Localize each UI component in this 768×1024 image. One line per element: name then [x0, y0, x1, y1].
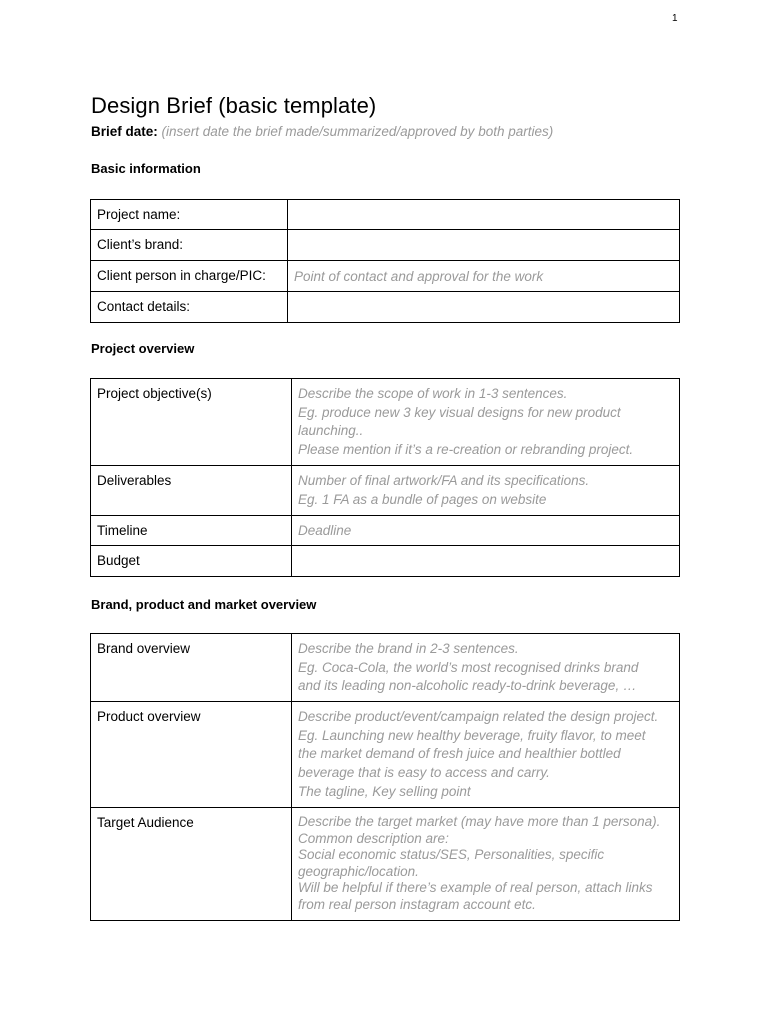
table-row: [91, 546, 680, 577]
row-value: [292, 546, 680, 577]
row-value: [292, 379, 680, 466]
row-value: [292, 634, 680, 702]
row-label: Target Audience: [91, 808, 292, 921]
value-line: Number of final artwork/FA and its specifications.: [298, 473, 590, 488]
section-heading-project-overview: Project overview: [91, 341, 195, 356]
value-line: geographic/location.: [298, 863, 419, 879]
value-line: and its leading non-alcoholic ready-to-drink beverage, …: [298, 678, 637, 694]
row-label: Project objective(s): [91, 379, 292, 466]
table-row: [91, 634, 680, 702]
value-line: Eg. produce new 3 key visual designs for new product: [298, 404, 621, 420]
value-line: Describe the scope of work in 1-3 sentences.: [298, 386, 568, 401]
row-label: Product overview: [91, 702, 292, 808]
table-row: [91, 379, 680, 466]
table-row: [91, 261, 680, 292]
row-value: [292, 808, 680, 921]
table-row: [91, 200, 680, 230]
row-label: Project name:: [91, 200, 288, 230]
row-value: [292, 516, 680, 546]
row-label: Client’s brand:: [91, 230, 288, 261]
value-line: from real person instagram account etc.: [298, 896, 536, 912]
value-line: beverage that is easy to access and carry.: [298, 765, 550, 781]
table-row: [91, 292, 680, 323]
row-label: Timeline: [91, 516, 292, 546]
row-label: Budget: [91, 546, 292, 577]
value-line: Deadline: [298, 523, 352, 538]
brand-product-market-table: [90, 633, 680, 921]
row-value: [288, 200, 680, 230]
brief-date-label: Brief date:: [91, 124, 158, 139]
section-heading-brand-product-market: Brand, product and market overview: [91, 597, 317, 612]
value-line: launching..: [298, 423, 364, 439]
page-number: 1: [672, 13, 678, 24]
table-row: [91, 808, 680, 921]
table-row: [91, 516, 680, 546]
document-title: Design Brief (basic template): [91, 93, 377, 118]
value-line: Please mention if it’s a re-creation or rebranding project.: [298, 442, 634, 458]
row-label: Deliverables: [91, 466, 292, 516]
section-heading-basic-information: Basic information: [91, 161, 201, 176]
table-row: [91, 702, 680, 808]
value-line: Will be helpful if there’s example of real person, attach links: [298, 880, 653, 895]
table-row: [91, 466, 680, 516]
value-line: Social economic status/SES, Personalities, specific: [298, 847, 605, 862]
value-line: The tagline, Key selling point: [298, 783, 471, 799]
value-line: Common description are:: [298, 830, 449, 846]
row-label: Client person in charge/PIC:: [91, 261, 288, 292]
value-line: Eg. Coca-Cola, the world’s most recognised drinks brand: [298, 659, 639, 675]
value-line: Point of contact and approval for the work: [294, 269, 544, 284]
brief-date: [91, 124, 553, 139]
value-line: the market demand of fresh juice and healthier bottled: [298, 746, 621, 762]
value-line: Eg. Launching new healthy beverage, fruity flavor, to meet: [298, 727, 646, 743]
row-label: Brand overview: [91, 634, 292, 702]
value-line: Describe the target market (may have more than 1 persona).: [298, 814, 661, 829]
value-line: Eg. 1 FA as a bundle of pages on website: [298, 491, 547, 507]
row-value: [288, 292, 680, 323]
table-row: [91, 230, 680, 261]
project-overview-table: [90, 378, 680, 577]
row-label: Contact details:: [91, 292, 288, 323]
row-value: [292, 466, 680, 516]
row-value: [288, 261, 680, 292]
value-line: Describe the brand in 2-3 sentences.: [298, 641, 519, 656]
value-line: Describe product/event/campaign related the design project.: [298, 709, 659, 724]
basic-information-table: [90, 199, 680, 323]
brief-date-hint: (insert date the brief made/summarized/approved by both parties): [161, 124, 554, 139]
row-value: [292, 702, 680, 808]
row-value: [288, 230, 680, 261]
